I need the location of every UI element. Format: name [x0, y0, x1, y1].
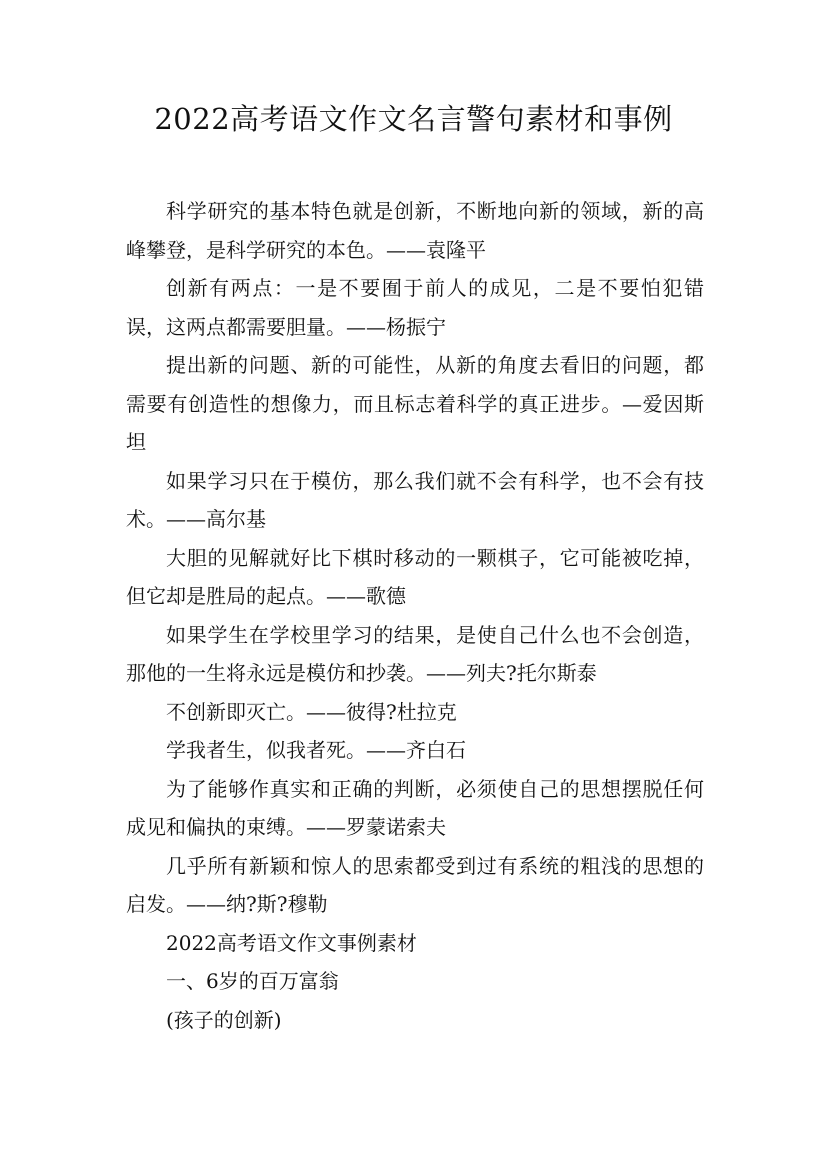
section-heading-examples: 2022高考语文作文事例素材: [166, 930, 417, 955]
paragraph-quote-qi-baishi: 学我者生，似我者死。——齐白石: [166, 738, 466, 762]
paragraph-quote-lomonosov: 为了能够作真实和正确的判断，必须使自己的思想摆脱任何成见和偏执的束缚。——罗蒙诺索夫: [126, 776, 704, 839]
paragraph-quote-goethe: 大胆的见解就好比下棋时移动的一颗棋子，它可能被吃掉，但它却是胜局的起点。——歌德: [126, 545, 704, 608]
document-body: [126, 192, 704, 1039]
paragraph-quote-drucker: 不创新即灭亡。——彼得?杜拉克: [166, 699, 457, 724]
paragraph-quote-yuan-longping: 科学研究的基本特色就是创新，不断地向新的领域，新的高峰攀登，是科学研究的本色。——袁隆平: [126, 199, 704, 262]
document-title: 2022高考语文作文名言警句素材和事例: [154, 102, 673, 136]
paragraph-quote-gorky: 如果学习只在于模仿，那么我们就不会有科学，也不会有技术。——高尔基: [126, 468, 704, 531]
paragraph-quote-tolstoy: 如果学生在学校里学习的结果，是使自己什么也不会创造，那他的一生将永远是模仿和抄袭。——列夫?托尔斯泰: [126, 622, 704, 685]
paragraph-quote-mill: 几乎所有新颖和惊人的思索都受到过有系统的粗浅的思想的启发。——纳?斯?穆勒: [126, 853, 704, 916]
example-heading-1: 一、6岁的百万富翁: [166, 969, 339, 993]
paragraph-quote-yang-zhenning: 创新有两点：一是不要囿于前人的成见，二是不要怕犯错误，这两点都需要胆量。——杨振宁: [126, 276, 704, 339]
example-subtitle-1: (孩子的创新): [166, 1007, 282, 1032]
paragraph-quote-einstein: 提出新的问题、新的可能性，从新的角度去看旧的问题，都需要有创造性的想像力，而且标志着科学的真正进步。—爱因斯坦: [126, 353, 704, 454]
